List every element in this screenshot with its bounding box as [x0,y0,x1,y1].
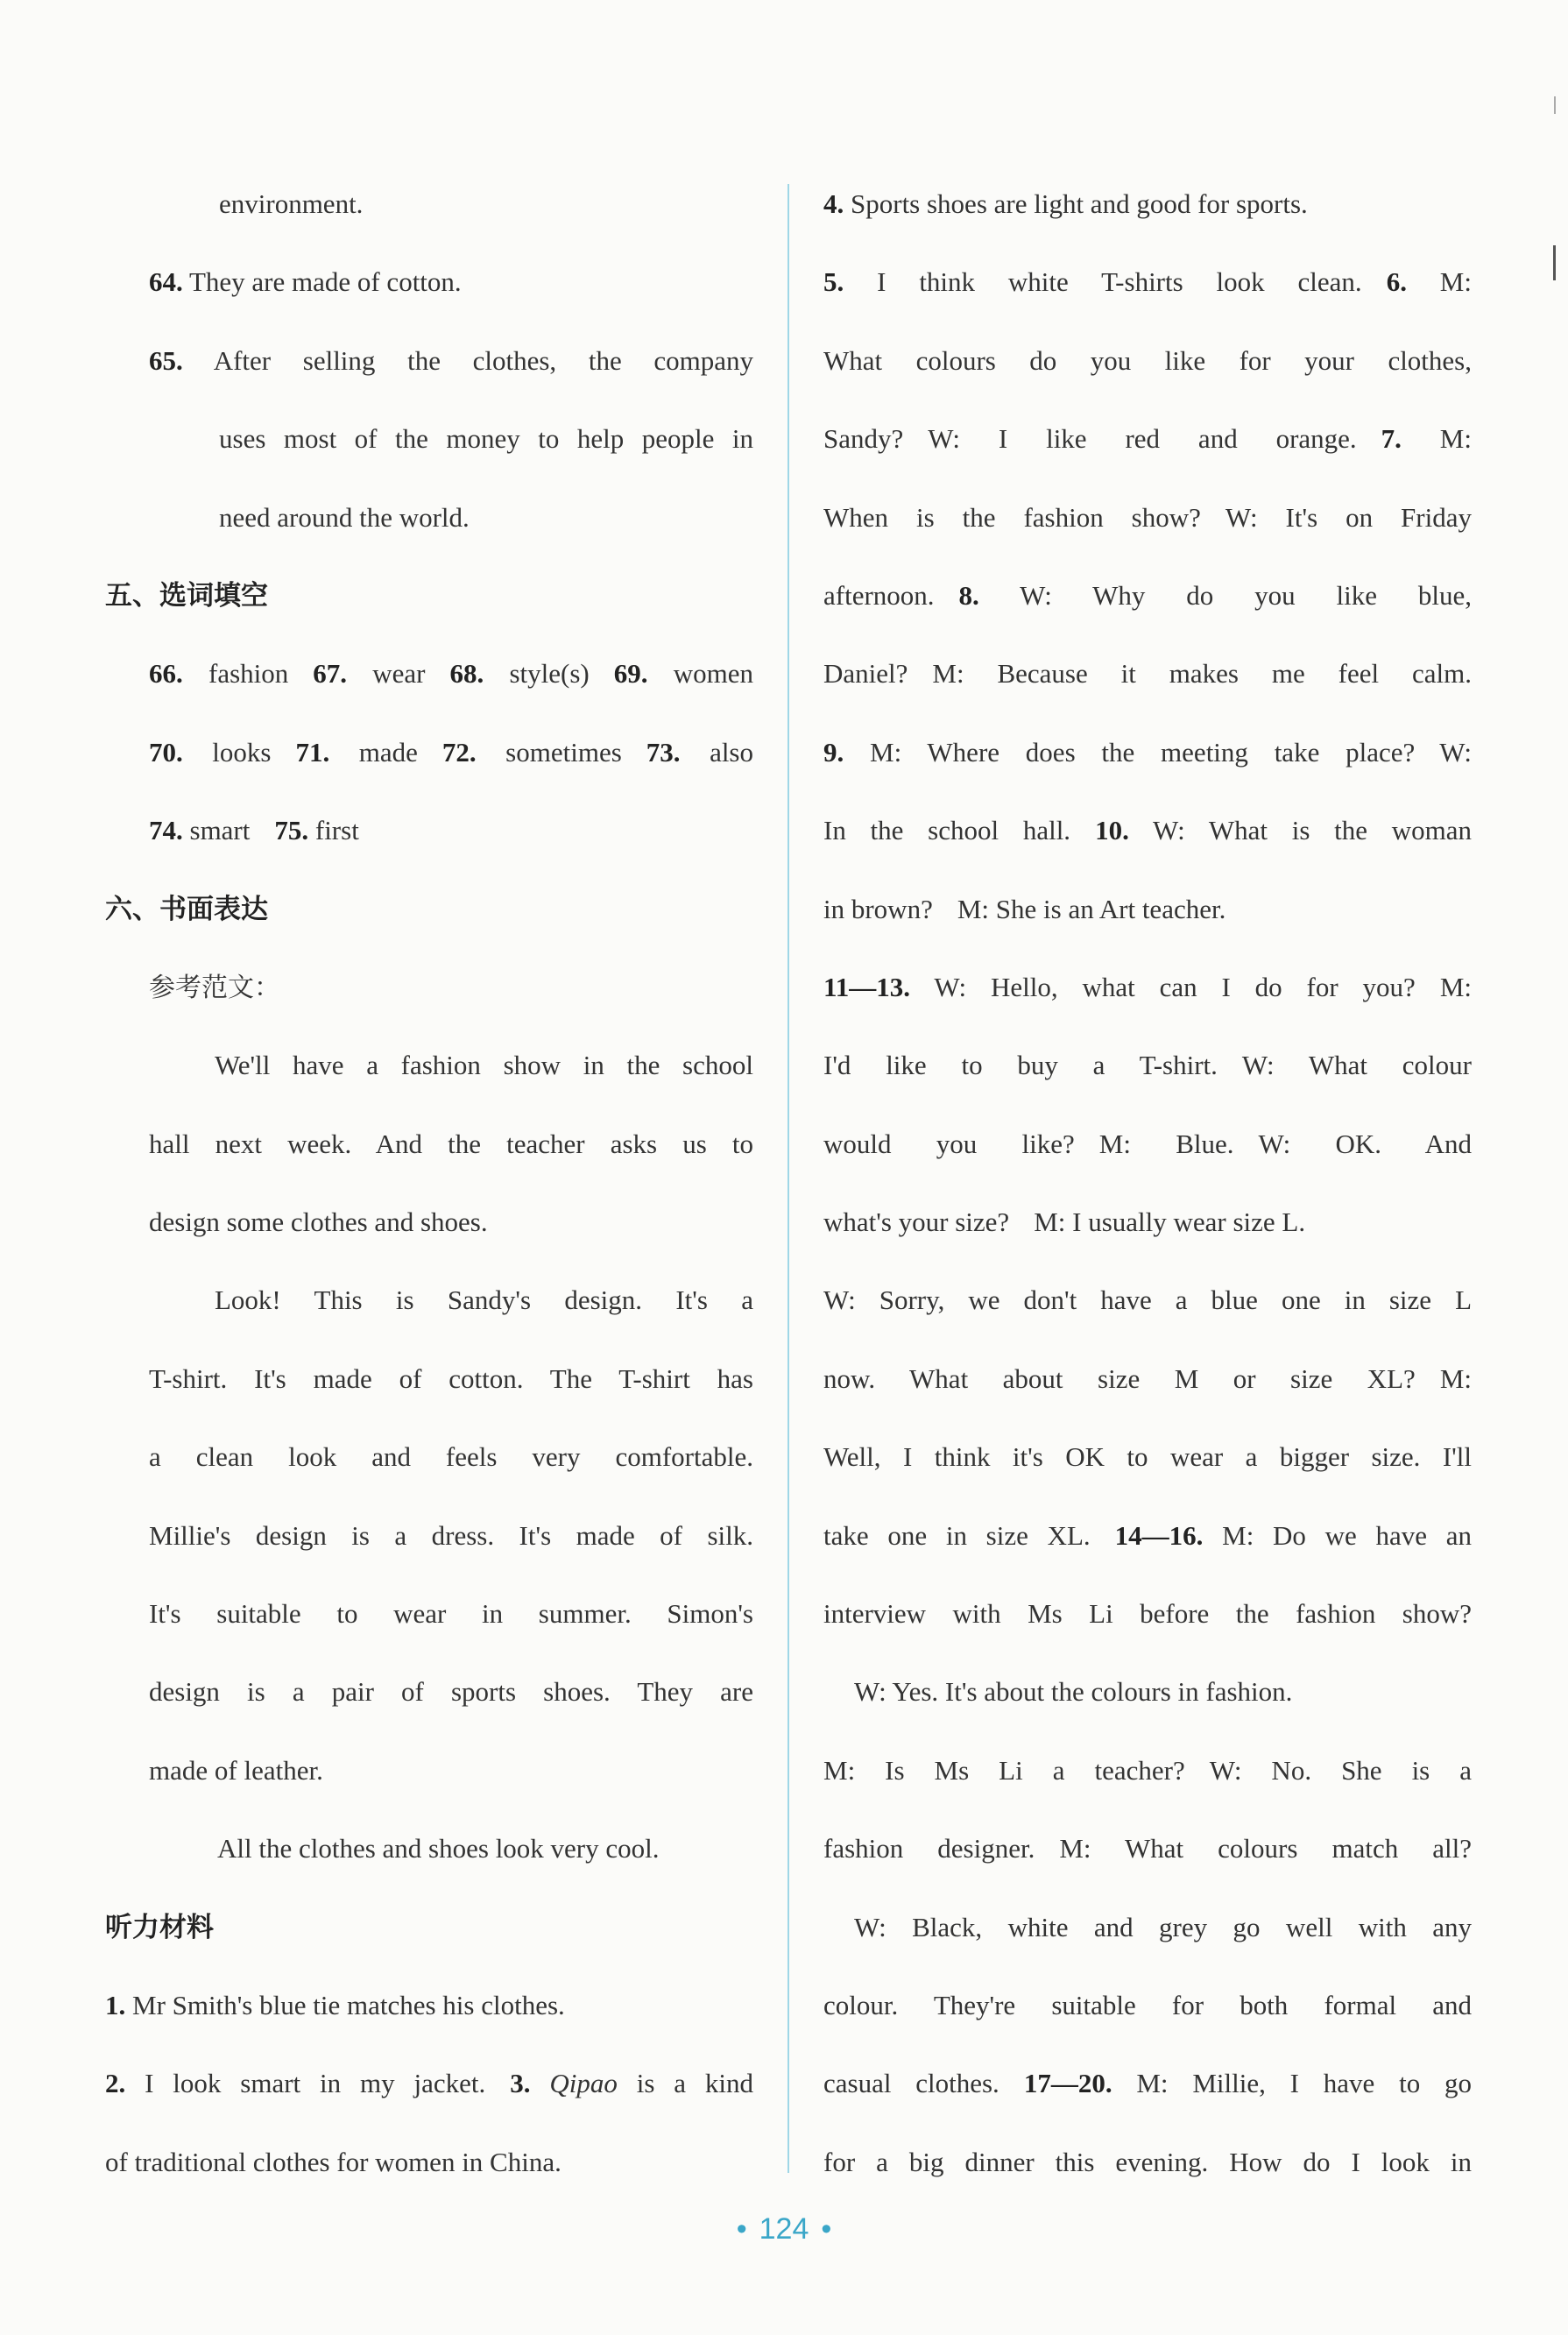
section-heading [105,1888,753,1966]
essay-line [105,1574,753,1652]
answer-row [105,791,753,869]
line-text: W: No. She is a [1209,1754,1472,1786]
line-text: design is a pair of sports shoes. They are [149,1676,753,1708]
item-number: 65. [149,344,183,376]
listening-line [823,1574,1472,1652]
listening-line [823,1026,1472,1104]
listening-line [823,1105,1472,1183]
text-line [105,400,753,478]
item-number: 10. [1095,815,1129,846]
line-text: After selling the clothes, the company [182,344,753,376]
listening-line [823,1497,1472,1574]
line-text: M: [1439,1362,1472,1394]
listening-line [823,165,1472,243]
listening-line [823,243,1472,321]
line-text: W: I like red and orange. [928,423,1357,455]
listening-line [823,1183,1472,1261]
listening-line [823,1418,1472,1496]
essay-line [105,1731,753,1809]
line-text: wear [347,658,426,690]
answer-row [105,634,753,712]
item-number: 1. [105,1989,126,2020]
item-number: 70. [149,736,183,768]
italic-term: Qipao [549,2068,618,2099]
section-heading [105,870,753,948]
item-number: 14—16. [1114,1519,1204,1551]
listening-line [105,1966,753,2044]
page-number-value: 124 [759,2212,809,2246]
line-text: They are made of cotton. [182,266,462,298]
item-number: 9. [823,736,844,768]
text-line [105,478,753,556]
item-number: 68. [449,658,484,690]
page-number-dot-left: • [736,2212,747,2246]
heading-text: 六、书面表达 [105,893,268,925]
text-line [105,165,753,243]
line-text: M: [1439,971,1472,1002]
line-text: fashion [182,658,289,690]
listening-line [823,2123,1472,2201]
line-text: I'd like to buy a T-shirt. [823,1050,1218,1081]
line-text: Look! This is Sandy's design. It's a [215,1284,753,1316]
item-number: 71. [295,736,330,768]
left-column [105,165,753,2201]
line-text: made of leather. [149,1754,323,1786]
line-text: W: It's on Friday [1225,501,1472,533]
column-divider [788,184,789,2173]
line-text: W: Why do you like blue, [978,579,1472,611]
line-text: W: OK. And [1258,1128,1472,1159]
essay-line [105,1183,753,1261]
line-text: T-shirt. It's made of cotton. The T-shirt has [149,1362,753,1394]
line-text: W: Sorry, we don't have a blue one in size L [823,1284,1472,1316]
line-text: of traditional clothes for women in China. [105,2146,562,2177]
essay-line [105,1418,753,1496]
listening-line [823,1809,1472,1887]
line-text: uses most of the money to help people in [219,423,753,455]
answer-row [105,713,753,791]
line-text: W: Yes. It's about the colours in fashion. [854,1676,1293,1708]
line-text: afternoon. [823,579,935,611]
line-text: interview with Ms Li before the fashion show? [823,1598,1472,1630]
line-text: M: Millie, I have to go [1112,2068,1472,2099]
item-number: 8. [958,579,979,611]
essay-line [105,1105,753,1183]
listening-line [823,322,1472,400]
line-text [530,2068,549,2098]
line-text: M: What colours match all? [1059,1833,1472,1864]
line-text: I look smart in my jacket. [125,2068,486,2099]
heading-text: 听力材料 [105,1911,214,1943]
item-number: 64. [149,266,183,298]
line-text: We'll have a fashion show in the school [215,1050,753,1081]
listening-line [823,1340,1472,1418]
line-text: Daniel? [823,658,908,690]
line-text: style(s) [484,658,590,690]
line-text: M: Because it makes me feel calm. [932,658,1472,690]
listening-line [105,2123,753,2201]
line-text: hall next week. And the teacher asks us to [149,1128,753,1159]
item-number: 7. [1381,423,1402,455]
listening-line [823,634,1472,712]
line-text: In the school hall. [823,815,1071,846]
label-text: 参考范文： [149,972,280,1003]
line-text: W: What is the woman [1128,815,1472,846]
scan-edge-mark [1554,96,1556,114]
line-text: take one in size XL. [823,1519,1091,1551]
listening-line [823,1966,1472,2044]
line-text: M: [1401,423,1472,455]
line-text: now. What about size M or size XL? [823,1362,1416,1394]
line-text: design some clothes and shoes. [149,1206,488,1238]
line-text: what's your size? [823,1206,1010,1238]
item-number: 6. [1386,266,1407,298]
line-text: I think white T-shirts look clean. [844,266,1362,298]
line-text: Millie's design is a dress. It's made of silk. [149,1519,753,1551]
listening-line [823,556,1472,634]
item-number: 4. [823,188,844,219]
listening-line [823,791,1472,869]
listening-line [823,1888,1472,1966]
line-text: casual clothes. [823,2068,999,2099]
line-text: W: Black, white and grey go well with any [854,1911,1472,1942]
listening-line [823,1731,1472,1809]
line-text: fashion designer. [823,1833,1035,1864]
line-text: in brown? [823,893,933,924]
line-text: Sandy? [823,423,904,455]
line-text: need around the world. [219,501,470,533]
sample-essay-label [105,948,753,1026]
line-text: made [329,736,418,768]
line-text: M: Where does the meeting take place? [844,736,1416,768]
item-number: 73. [646,736,681,768]
essay-line [105,1340,753,1418]
item-number: 69. [613,658,648,690]
line-text: also [680,736,753,768]
line-text: for a big dinner this evening. How do I look in [823,2146,1472,2177]
item-number: 11—13. [823,971,911,1002]
line-text: W: Hello, what can I do for you? [910,971,1416,1002]
line-text: women [647,658,753,690]
line-text: M: She is an Art teacher. [957,893,1226,924]
line-text: Well, I think it's OK to wear a bigger size. I'll [823,1441,1472,1473]
line-text: W: What colour [1241,1050,1472,1081]
line-text: would you like? [823,1128,1075,1159]
essay-line [105,1497,753,1574]
item-number: 66. [149,658,183,690]
essay-line [105,1652,753,1730]
heading-text: 五、选词填空 [105,579,268,612]
essay-line [105,1809,753,1887]
listening-line [823,1652,1472,1730]
listening-line [823,400,1472,478]
line-text: When is the fashion show? [823,501,1201,533]
line-text: Mr Smith's blue tie matches his clothes. [125,1989,565,2020]
line-text: It's suitable to wear in summer. Simon's [149,1598,753,1630]
item-number: 72. [441,736,477,768]
text-line [105,243,753,321]
line-text: All the clothes and shoes look very cool. [217,1833,660,1864]
essay-line [105,1026,753,1104]
line-text: Sports shoes are light and good for sports. [844,188,1308,219]
line-text: What colours do you like for your clothes, [823,344,1472,376]
listening-line [823,2044,1472,2122]
line-text: M: I usually wear size L. [1034,1206,1306,1238]
listening-line [823,713,1472,791]
listening-line [823,1261,1472,1339]
item-number: 67. [313,658,348,690]
line-text: M: [1406,266,1472,298]
listening-line [823,478,1472,556]
page-number [0,2212,1568,2247]
text-line [105,322,753,400]
line-text: is a kind [617,2068,753,2099]
line-text: M: Do we have an [1203,1519,1472,1551]
line-text: sometimes [476,736,622,768]
item-number: 74. [149,815,183,846]
item-number: 5. [823,266,844,298]
essay-line [105,1261,753,1339]
item-number: 17—20. [1023,2068,1112,2099]
line-text: smart [182,815,251,846]
listening-line [105,2044,753,2122]
right-column [823,165,1472,2201]
item-number: 75. [274,815,309,846]
listening-line [823,870,1472,948]
scan-edge-mark [1553,245,1556,280]
line-text: first [308,815,359,846]
line-text: environment. [219,188,364,219]
page-number-dot-right: • [821,2212,832,2246]
item-number: 2. [105,2068,126,2099]
line-text: colour. They're suitable for both formal and [823,1989,1472,2020]
line-text: a clean look and feels very comfortable. [149,1441,753,1473]
listening-line [823,948,1472,1026]
line-text: M: Is Ms Li a teacher? [823,1754,1185,1786]
line-text: M: Blue. [1098,1128,1234,1159]
line-text: looks [182,736,272,768]
item-number: 3. [510,2068,531,2099]
section-heading [105,556,753,634]
line-text: W: [1439,736,1472,768]
